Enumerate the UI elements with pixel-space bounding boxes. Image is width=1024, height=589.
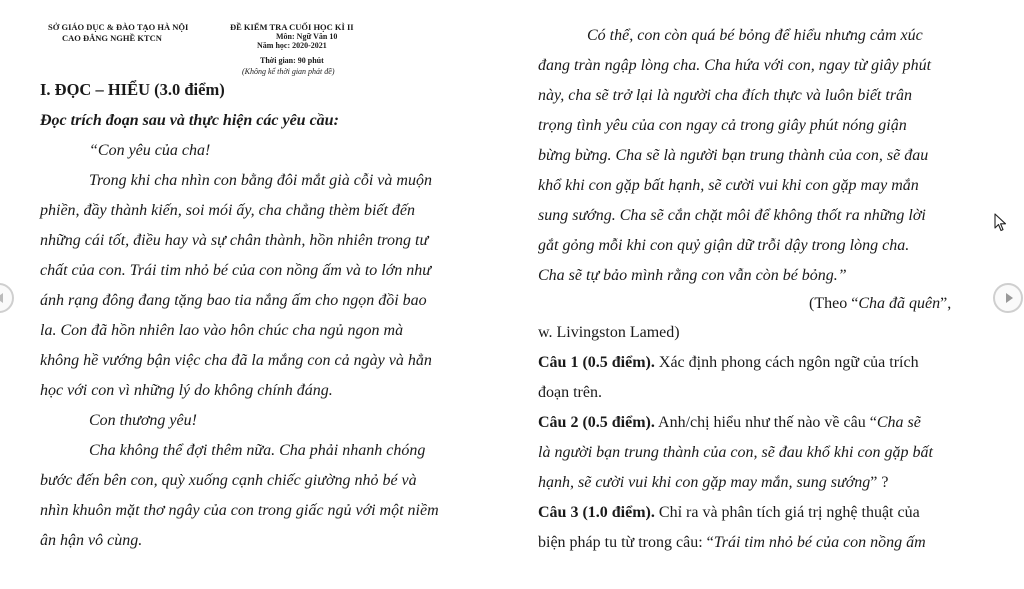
passage-line: ánh rạng đông đang tặng bao tia nắng ấm cho ngọn đồi bao	[40, 292, 427, 309]
source-author: w. Livingston Lamed)	[538, 324, 680, 341]
question-3-quote: Trái tim nhỏ bé của con nồng ấm	[713, 534, 926, 551]
passage-line: Con thương yêu!	[89, 412, 197, 429]
prev-page-button[interactable]	[0, 283, 14, 313]
question-3-cont	[538, 533, 926, 553]
exam-note: (Không kể thời gian phát đề)	[242, 67, 335, 76]
section-title: I. ĐỌC – HIỂU (3.0 điểm)	[40, 80, 225, 99]
passage-line: sung sướng. Cha sẽ cắn chặt môi để không thốt ra những lời	[538, 207, 926, 224]
source-citation	[809, 294, 951, 314]
passage-line: chất của con. Trái tim nhỏ bé của con nồng ấm và to lớn như	[40, 262, 431, 279]
passage-line: bừng bừng. Cha sẽ là người bạn trung thành của con, sẽ đau	[538, 147, 929, 164]
passage-line: la. Con đã hồn nhiên lao vào hôn chúc cha ngủ ngon mà	[40, 322, 404, 339]
passage-line: trọng tình yêu của con ngay cả trong giây phút nóng giận	[538, 117, 907, 134]
mouse-pointer-icon	[994, 213, 1008, 233]
school-name: CAO ĐẲNG NGHỀ KTCN	[62, 33, 162, 43]
exam-duration: Thời gian: 90 phút	[260, 56, 324, 65]
question-1-cont: đoạn trên.	[538, 384, 602, 401]
question-3-text: Chỉ ra và phân tích giá trị nghệ thuật của	[654, 504, 920, 521]
question-3	[538, 503, 920, 523]
question-2-text: Anh/chị hiểu như thế nào về câu “	[654, 414, 877, 431]
source-prefix: (Theo “	[809, 295, 859, 312]
question-2-quote-end	[538, 473, 888, 493]
question-2-label: Câu 2 (0.5 điểm).	[538, 414, 655, 431]
question-1-label: Câu 1 (0.5 điểm).	[538, 354, 655, 371]
passage-line: Trong khi cha nhìn con bằng đôi mắt già cỗi và muộn	[89, 172, 432, 189]
question-1	[538, 353, 919, 373]
passage-line: ân hận vô cùng.	[40, 532, 143, 549]
passage-line: bước đến bên con, quỳ xuống cạnh chiếc giường nhỏ bé và	[40, 472, 417, 489]
question-1-text: Xác định phong cách ngôn ngữ của trích	[654, 354, 919, 371]
exam-year: Năm học: 2020-2021	[257, 41, 327, 50]
school-department: SỞ GIÁO DỤC & ĐÀO TẠO HÀ NỘI	[48, 22, 189, 32]
passage-line: Cha sẽ tự bảo mình rằng con vẫn còn bé bỏng.”	[538, 267, 847, 284]
question-3-text2: biện pháp tu từ trong câu: “	[538, 534, 714, 551]
chevron-left-icon	[0, 291, 7, 305]
passage-line: khổ khi con gặp bất hạnh, sẽ cười vui khi con gặp may mắn	[538, 177, 919, 194]
next-page-button[interactable]	[993, 283, 1023, 313]
exam-subject: Môn: Ngữ Văn 10	[276, 32, 338, 41]
passage-line: học với con vì những lý do không chính đáng.	[40, 382, 333, 399]
instruction: Đọc trích đoạn sau và thực hiện các yêu cầu:	[40, 112, 339, 129]
source-title: Cha đã quên	[858, 295, 941, 312]
passage-line: những cái tốt, điều hay và sự chân thành, hồn nhiên trong tư	[40, 232, 429, 249]
question-2-end: ” ?	[870, 474, 889, 491]
question-2-quote-line: là người bạn trung thành của con, sẽ đau khổ khi con gặp bất	[538, 444, 933, 461]
exam-title: ĐỀ KIỂM TRA CUỐI HỌC KÌ II	[230, 22, 354, 32]
question-2	[538, 413, 921, 433]
question-2-quote-tail: hạnh, sẽ cười vui khi con gặp may mắn, sung sướng	[538, 474, 871, 491]
passage-line: này, cha sẽ trở lại là người cha đích thực và luôn biết trân	[538, 87, 913, 104]
passage-line: “Con yêu của cha!	[89, 142, 211, 159]
source-suffix: ”,	[940, 295, 952, 312]
passage-line: Có thể, con còn quá bé bỏng để hiểu nhưng cảm xúc	[587, 27, 923, 44]
passage-line: đang tràn ngập lòng cha. Cha hứa với con, ngay từ giây phút	[538, 57, 932, 74]
question-2-quote: Cha sẽ	[876, 414, 921, 431]
passage-line: nhìn khuôn mặt thơ ngây của con trong giấc ngủ với một niềm	[40, 502, 439, 519]
passage-line: phiền, đầy thành kiến, soi mói ấy, cha chẳng thèm biết đến	[40, 202, 416, 219]
question-3-label: Câu 3 (1.0 điểm).	[538, 504, 655, 521]
chevron-right-icon	[1002, 291, 1016, 305]
passage-line: gắt gỏng mỗi khi con quỷ giận dữ trỗi dậy trong lòng cha.	[538, 237, 910, 254]
passage-line: Cha không thể đợi thêm nữa. Cha phải nhanh chóng	[89, 442, 426, 459]
passage-line: không hề vướng bận việc cha đã la mắng con cả ngày và hẳn	[40, 352, 432, 369]
